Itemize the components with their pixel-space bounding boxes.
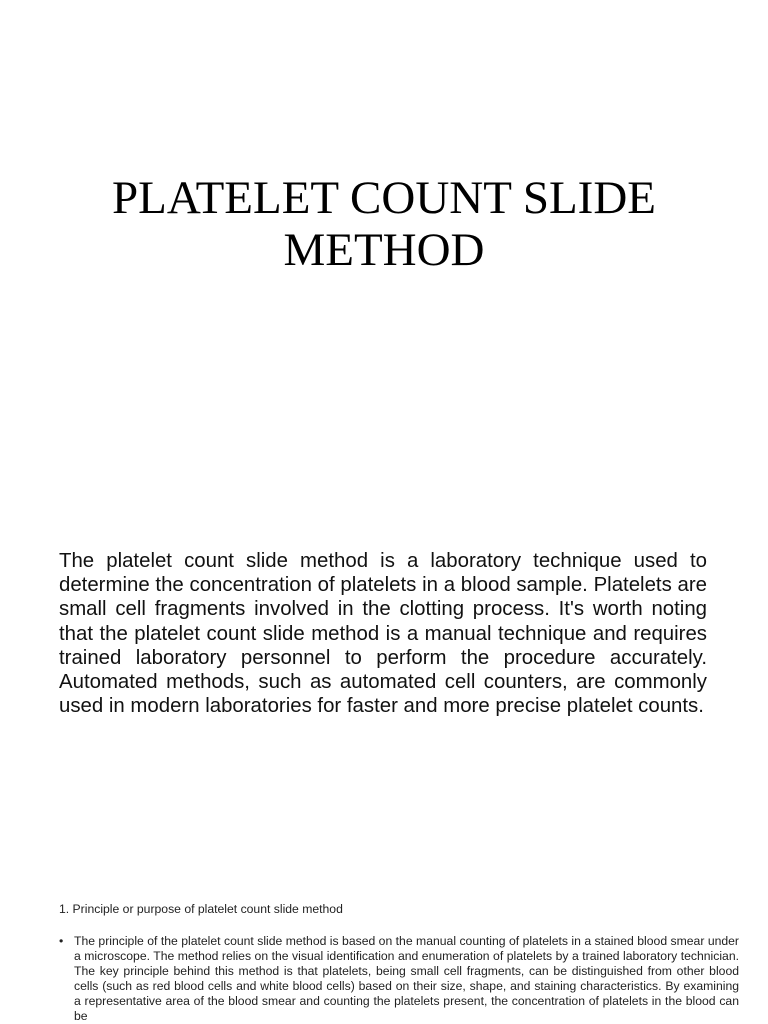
bullet-marker: • <box>59 934 64 948</box>
intro-paragraph: The platelet count slide method is a laboratory technique used to determine the concentration of platelets in a blood sample. Platelets are small cell fragments involved in the clotting process. It's worth noting that the platelet count slide method is a manual technique and requires trained laboratory personnel to perform the procedure accurately. Automated methods, such as automated cell counters, are commonly used in modern laboratories for faster and more precise platelet counts. <box>59 550 707 718</box>
document-title: PLATELET COUNT SLIDE METHOD <box>112 172 656 276</box>
bullet-item <box>59 934 739 1024</box>
bullet-text: The principle of the platelet count slide method is based on the manual counting of platelets in a stained blood smear under a microscope. The method relies on the visual identification and enumeration of platelets by a trained laboratory technician. The key principle behind this method is that platelets, being small cell fragments, can be distinguished from other blood cells (such as red blood cells and white blood cells) based on their size, shape, and staining characteristics. By examining a representative area of the blood smear and counting the platelets present, the concentration of platelets in the blood can be <box>74 934 739 1023</box>
section-heading: 1. Principle or purpose of platelet count slide method <box>59 902 343 916</box>
bullet-list <box>59 934 739 1024</box>
